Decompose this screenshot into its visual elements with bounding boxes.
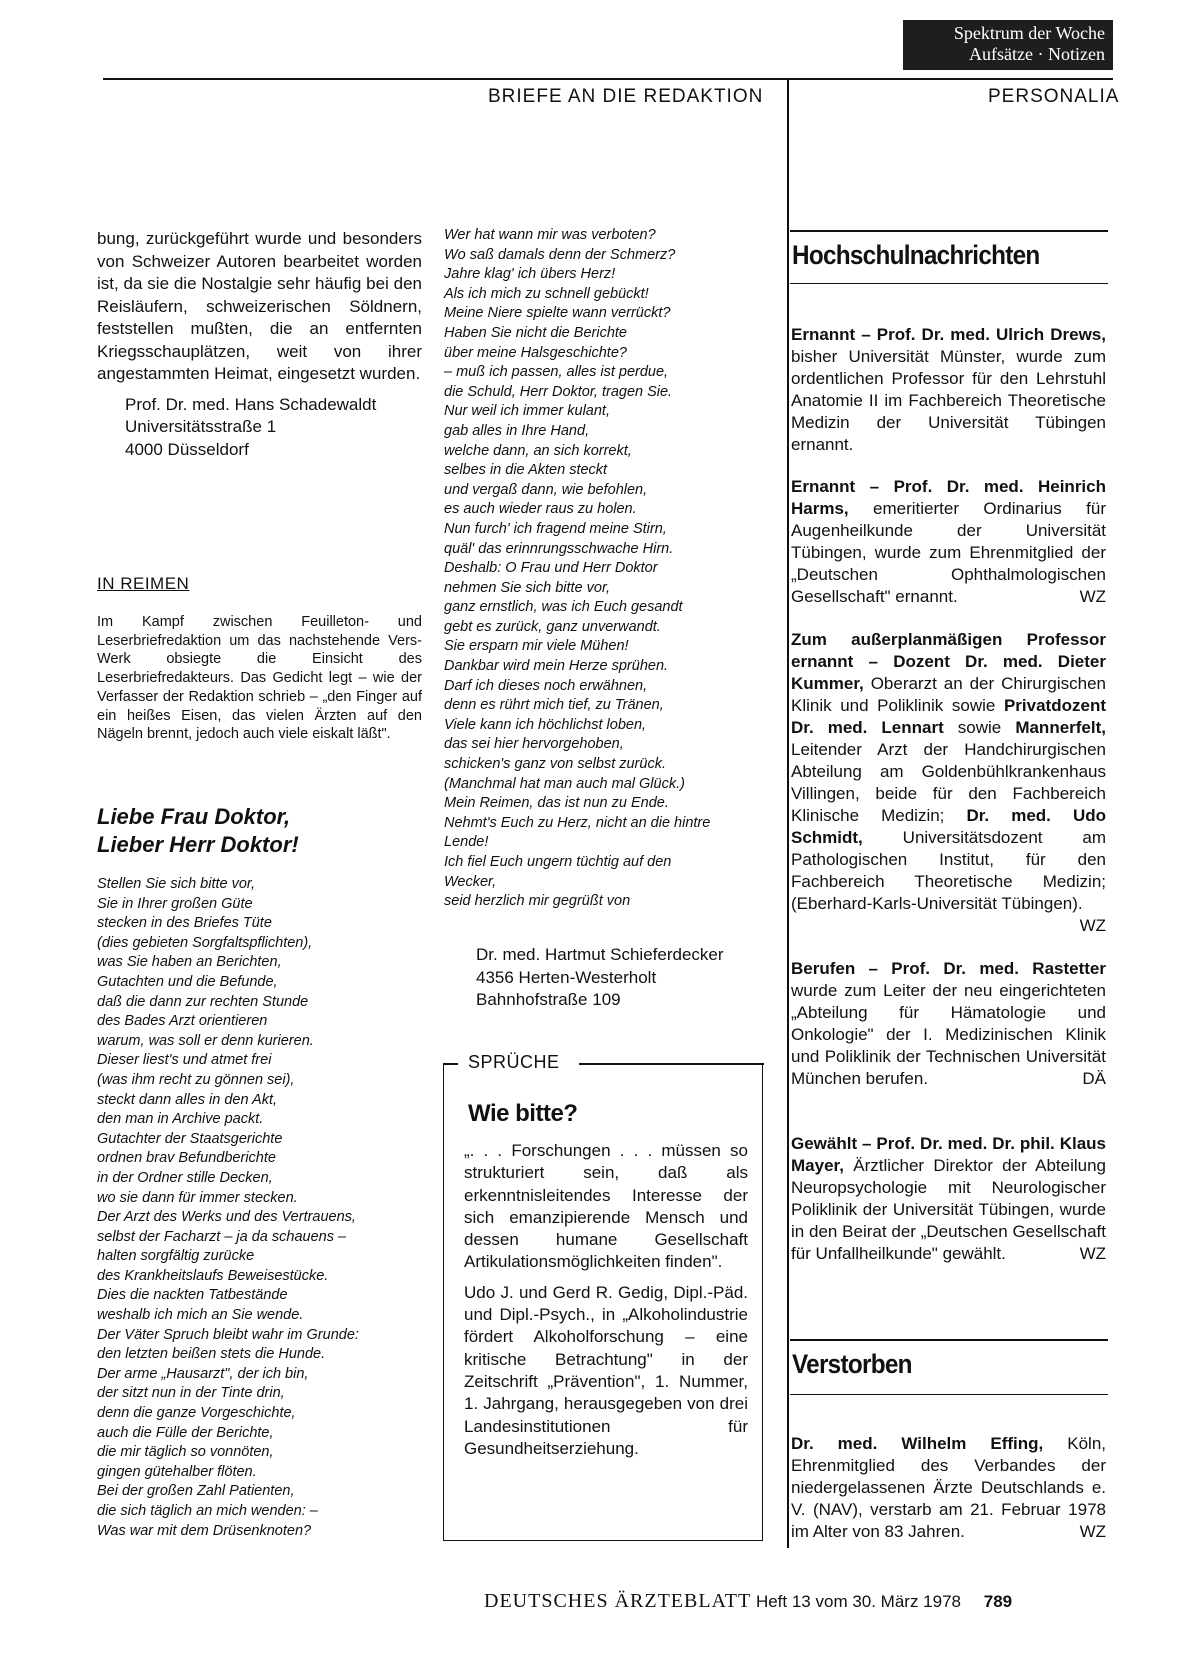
poem-line: denn die ganze Vorgeschichte, bbox=[97, 1405, 296, 1422]
journal-name: DEUTSCHES ÄRZTEBLATT bbox=[484, 1590, 752, 1612]
poem-line: halten sorgfältig zurücke bbox=[97, 1248, 255, 1265]
section-badge-line2: Aufsätze · Notizen bbox=[969, 44, 1105, 64]
poem-line: ganz ernstlich, was ich Euch gesandt bbox=[444, 599, 683, 616]
sprueche-title: Wie bitte? bbox=[468, 1100, 578, 1127]
poem-line: Ich fiel Euch ungern tüchtig auf den bbox=[444, 854, 672, 870]
poem-line: was Sie haben an Berichten, bbox=[97, 954, 282, 971]
poem-line: nehmen Sie sich bitte vor, bbox=[444, 579, 611, 596]
poem-line: selbes in die Akten steckt bbox=[444, 462, 608, 479]
poem-title-line: Liebe Frau Doktor, bbox=[97, 804, 291, 829]
poem-line: die sich täglich an mich wenden: – bbox=[97, 1503, 318, 1519]
poem-line: Viele kann ich höchlichst loben, bbox=[444, 716, 647, 733]
sprueche-box-rule bbox=[443, 1063, 458, 1065]
poem-line: selbst der Facharzt – ja da schauens – bbox=[97, 1228, 347, 1245]
poem-line: welche dann, an sich korrekt, bbox=[444, 442, 632, 459]
poem-line: steckt dann alles in den Akt, bbox=[97, 1091, 278, 1108]
personalia-entry bbox=[791, 629, 1106, 937]
poem-line: gab alles in Ihre Hand, bbox=[444, 422, 590, 439]
poem-line: Lende! bbox=[444, 834, 489, 851]
poem-line: Dankbar wird mein Herze sprühen. bbox=[444, 658, 669, 675]
poem-line: Wecker, bbox=[444, 873, 497, 890]
entry-text: bisher Universität Münster, wurde zum ordentlichen Professor für den Lehrstuhl Anatomie II im Fachbereich Theoretische Medizin der Universität Tübingen ernannt. bbox=[791, 347, 1106, 454]
poem-line: seid herzlich mir gegrüßt von bbox=[444, 893, 631, 910]
poem-line: der sitzt nun in der Tinte drin, bbox=[97, 1385, 285, 1402]
section-badge-line1: Spektrum der Woche bbox=[953, 23, 1105, 43]
entry-name: Ernannt – Prof. Dr. med. Heinrich Harms, bbox=[791, 477, 1106, 518]
poem-line: Gutachten und die Befunde, bbox=[97, 973, 278, 990]
entry-initials: WZ bbox=[1079, 1244, 1106, 1263]
hochschul-rule-top bbox=[790, 230, 1108, 232]
poem-line: daß die dann zur rechten Stunde bbox=[97, 993, 309, 1010]
entry-name: Dr. med. Wilhelm Effing, bbox=[791, 1434, 1044, 1453]
poem-line: des Krankheitslaufs Beweisestücke. bbox=[97, 1267, 329, 1284]
poem-line: Jahre klag' ich übers Herz! bbox=[444, 266, 616, 283]
page-footer bbox=[484, 1590, 1012, 1613]
poem-line: Wer hat wann mir was verboten? bbox=[444, 227, 656, 243]
entry-name: Berufen – Prof. Dr. med. Rastetter bbox=[791, 959, 1106, 978]
letter-body: bung, zurückgeführt wurde und besonders von Schweizer Autoren bearbeitet worden ist, da sie die Nostalgie sehr häufig bei den Reisläufern, schweizerischen Söldnern, feststellen mußten, die an entfernten Kriegsschauplätzen, weit von ihrer angestammten Heimat, eingesetzt wurden. bbox=[97, 229, 422, 383]
signature-line: Prof. Dr. med. Hans Schadewaldt bbox=[125, 394, 377, 414]
poem-line: die mir täglich so vonnöten, bbox=[97, 1444, 274, 1461]
poem-line: Bei der großen Zahl Patienten, bbox=[97, 1483, 295, 1500]
poem-line: schicken's ganz von selbst zurück. bbox=[444, 756, 666, 773]
poem-line: Als ich mich zu schnell gebückt! bbox=[444, 285, 649, 302]
entry-name: Ernannt – Prof. Dr. med. Ulrich Drews, bbox=[791, 325, 1106, 344]
poem-line: (dies gebieten Sorgfaltspflichten), bbox=[97, 934, 313, 951]
sprueche-label: SPRÜCHE bbox=[464, 1052, 564, 1073]
entry-text: sowie bbox=[943, 718, 1016, 737]
personalia-entry bbox=[791, 1433, 1106, 1543]
poem-line: (was ihm recht zu gönnen sei), bbox=[97, 1071, 295, 1088]
letter-signature bbox=[125, 394, 422, 462]
reimen-heading: IN REIMEN bbox=[97, 574, 190, 593]
signature-line: Bahnhofstraße 109 bbox=[476, 990, 621, 1009]
reimen-intro: Im Kampf zwischen Feuilleton- und Leserbriefredaktion um das nachstehende Vers-Werk obsiegte die Einsicht des Leserbriefredakteurs. Das Gedicht legt – wie der Verfasser der Redaktion schrieb – „den Finger auf ein heißes Eisen, das vielen Ärzten auf den Nägeln brennt, jedoch auch viele eiskalt läßt". bbox=[97, 614, 422, 743]
personalia-entry bbox=[791, 324, 1106, 456]
poem-line: wo sie dann für immer stecken. bbox=[97, 1189, 298, 1206]
poem-line: Darf ich dieses noch erwähnen, bbox=[444, 677, 648, 694]
poem-line: Der Väter Spruch bleibt wahr im Grunde: bbox=[97, 1326, 359, 1343]
entry-text: Ärztlicher Direktor der Abteilung Neuropsychologie mit Neurologischer Poliklinik der Universität Tübingen, wurde in den Beirat der „Deutschen Gesellschaft für Unfallheilkunde" gewählt. bbox=[791, 1156, 1106, 1263]
sprueche-box-rule bbox=[579, 1063, 764, 1065]
poem-line: Dieser liest's und atmet frei bbox=[97, 1052, 272, 1069]
poem-line: Meine Niere spielte wann verrückt? bbox=[444, 305, 671, 322]
issue-info: Heft 13 vom 30. März 1978 bbox=[755, 1592, 961, 1611]
poem-line: weshalb ich mich an Sie wende. bbox=[97, 1307, 304, 1324]
poem-line: in der Ordner stille Decken, bbox=[97, 1169, 273, 1186]
poem-line: quäl' das erinnrungsschwache Hirn. bbox=[444, 540, 674, 557]
poem-line: Deshalb: O Frau und Herr Doktor bbox=[444, 560, 658, 577]
poem-line: Sie ersparn mir viele Mühen! bbox=[444, 638, 629, 655]
poem-line: den man in Archive packt. bbox=[97, 1111, 264, 1128]
hochschul-rule-bottom bbox=[790, 283, 1108, 284]
section-heading-personalia: PERSONALIA bbox=[988, 86, 1120, 107]
sprueche-quote: „. . . Forschungen . . . müssen so strukturiert sein, daß als erkenntnisleitendes Interesse der sich emanzipierende Mensch und dessen humane Gesellschaft Artikulationsmöglichkeiten finden". bbox=[464, 1141, 748, 1272]
entry-text: Köln, Ehrenmitglied des Verbandes der niedergelassenen Ärzte Deutschlands e. V. (NAV), verstarb am 21. Februar 1978 im Alter von 83 Jahren. bbox=[791, 1434, 1106, 1541]
poem-line: (Manchmal hat man auch mal Glück.) bbox=[444, 775, 685, 792]
section-badge bbox=[903, 20, 1113, 70]
entry-initials: WZ bbox=[1079, 916, 1106, 935]
poem-line: Haben Sie nicht die Berichte bbox=[444, 324, 627, 341]
poem-line: Wo saß damals denn der Schmerz? bbox=[444, 246, 676, 263]
poem-line: Mein Reimen, das ist nun zu Ende. bbox=[444, 795, 669, 812]
entry-name: Dr. med. Udo Schmidt, bbox=[791, 806, 1106, 847]
poem-line: warum, was soll er denn kurieren. bbox=[97, 1032, 314, 1049]
poem-line: Der arme „Hausarzt", der ich bin, bbox=[97, 1365, 309, 1382]
page-number: 789 bbox=[983, 1592, 1013, 1611]
verstorben-title: Verstorben bbox=[792, 1349, 912, 1379]
signature-line: Universitätsstraße 1 bbox=[125, 417, 277, 436]
poem-line: Nun furch' ich fragend meine Stirn, bbox=[444, 520, 667, 537]
poem-line: über meine Halsgeschichte? bbox=[444, 344, 627, 361]
signature-line: Dr. med. Hartmut Schieferdecker bbox=[476, 945, 724, 964]
poem-part-2 bbox=[444, 226, 774, 912]
poem-line: Nehmt's Euch zu Herz, nicht an die hintre bbox=[444, 814, 711, 831]
poem-line: Sie in Ihrer großen Güte bbox=[97, 895, 253, 912]
signature-line: 4000 Düsseldorf bbox=[125, 439, 249, 459]
poem-line: stecken in des Briefes Tüte bbox=[97, 915, 272, 932]
poem-line: gingen gütehalber flöten. bbox=[97, 1463, 257, 1480]
top-rule bbox=[103, 78, 1113, 80]
poem-line: denn es rührt mich tief, zu Tränen, bbox=[444, 697, 664, 714]
entry-name: Privatdozent Dr. med. Lennart bbox=[791, 696, 1106, 737]
verstorben-rule-top bbox=[790, 1339, 1108, 1341]
poem-line: das sei hier hervorgehoben, bbox=[444, 736, 624, 753]
entry-name: Mannerfelt, bbox=[1015, 718, 1106, 737]
poem-line: Nur weil ich immer kulant, bbox=[444, 403, 610, 420]
poem-line: Was war mit dem Drüsenknoten? bbox=[97, 1522, 312, 1539]
poem-line: den letzten beißen stets die Hunde. bbox=[97, 1346, 326, 1363]
poem-line: ordnen brav Befundberichte bbox=[97, 1150, 276, 1167]
poem-line: Gutachter der Staatsgerichte bbox=[97, 1130, 283, 1147]
entry-text: wurde zum Leiter der neu eingerichteten „Abteilung für Hämatologie und Onkologie" der I. Medizinischen Klinik und Poliklinik der Technischen Universität München berufen. bbox=[791, 981, 1106, 1088]
entry-name: Gewählt – Prof. Dr. med. Dr. phil. Klaus Mayer, bbox=[791, 1134, 1106, 1175]
poem-line: auch die Fülle der Berichte, bbox=[97, 1424, 274, 1441]
poem-part-1 bbox=[97, 875, 427, 1541]
sprueche-text bbox=[464, 1140, 748, 1460]
poem-line: die Schuld, Herr Doktor, tragen Sie. bbox=[444, 383, 673, 400]
entry-text: Oberarzt an der Chirurgischen Klinik und Poliklinik sowie bbox=[791, 674, 1106, 715]
sprueche-source: Udo J. und Gerd R. Gedig, Dipl.-Päd. und Dipl.-Psych., in „Alkoholindustrie fördert Alkoholforschung – eine kritische Betrachtung" in der Zeitschrift „Prävention", 1. Nummer, 1. Jahrgang, herausgegeben von drei Landesinstitutionen für Gesundheitserziehung. bbox=[464, 1282, 748, 1458]
signature-line: 4356 Herten-Westerholt bbox=[476, 967, 657, 987]
poem-signature bbox=[476, 944, 724, 1012]
letter-continuation bbox=[97, 228, 422, 461]
entry-text: Universitätsdozent am Pathologischen Institut, für den Fachbereich Theoretische Medizin; (Eberhard-Karls-Universität Tübingen). bbox=[791, 828, 1106, 913]
entry-text: Leitender Arzt der Handchirurgischen Abteilung am Goldenbühlkrankenhaus Villingen, beide für den Fachbereich Klinische Medizin; bbox=[791, 740, 1106, 825]
poem-title-line: Lieber Herr Doktor! bbox=[97, 832, 299, 857]
poem-line: des Bades Arzt orientieren bbox=[97, 1013, 268, 1030]
poem-title bbox=[97, 803, 299, 859]
poem-line: Dies die nackten Tatbestände bbox=[97, 1287, 288, 1304]
poem-line: es auch wieder raus zu holen. bbox=[444, 501, 637, 518]
personalia-entry bbox=[791, 1133, 1106, 1265]
column-divider bbox=[787, 78, 789, 1548]
personalia-entry bbox=[791, 476, 1106, 608]
hochschul-title: Hochschulnachrichten bbox=[792, 240, 1040, 270]
entry-initials: WZ bbox=[1079, 1522, 1106, 1541]
entry-text: emeritierter Ordinarius für Augenheilkunde der Universität Tübingen, wurde zum Ehrenmitglied der „Deutschen Ophthalmologischen Gesellschaft" ernannt. bbox=[791, 499, 1106, 606]
poem-line: – muß ich passen, alles ist perdue, bbox=[444, 364, 669, 381]
entry-initials: DÄ bbox=[1082, 1069, 1106, 1088]
poem-line: und vergaß dann, wie befohlen, bbox=[444, 481, 648, 498]
poem-line: Der Arzt des Werks und des Vertrauens, bbox=[97, 1209, 356, 1226]
entry-name: Zum außerplanmäßigen Professor ernannt – Dozent Dr. med. Dieter Kummer, bbox=[791, 630, 1106, 693]
section-heading-briefe: BRIEFE AN DIE REDAKTION bbox=[488, 86, 764, 107]
personalia-entry bbox=[791, 958, 1106, 1090]
entry-initials: WZ bbox=[1079, 587, 1106, 606]
poem-line: gebt es zurück, ganz unverwandt. bbox=[444, 618, 661, 635]
verstorben-rule-bottom bbox=[790, 1394, 1108, 1395]
poem-line: Stellen Sie sich bitte vor, bbox=[97, 876, 255, 892]
